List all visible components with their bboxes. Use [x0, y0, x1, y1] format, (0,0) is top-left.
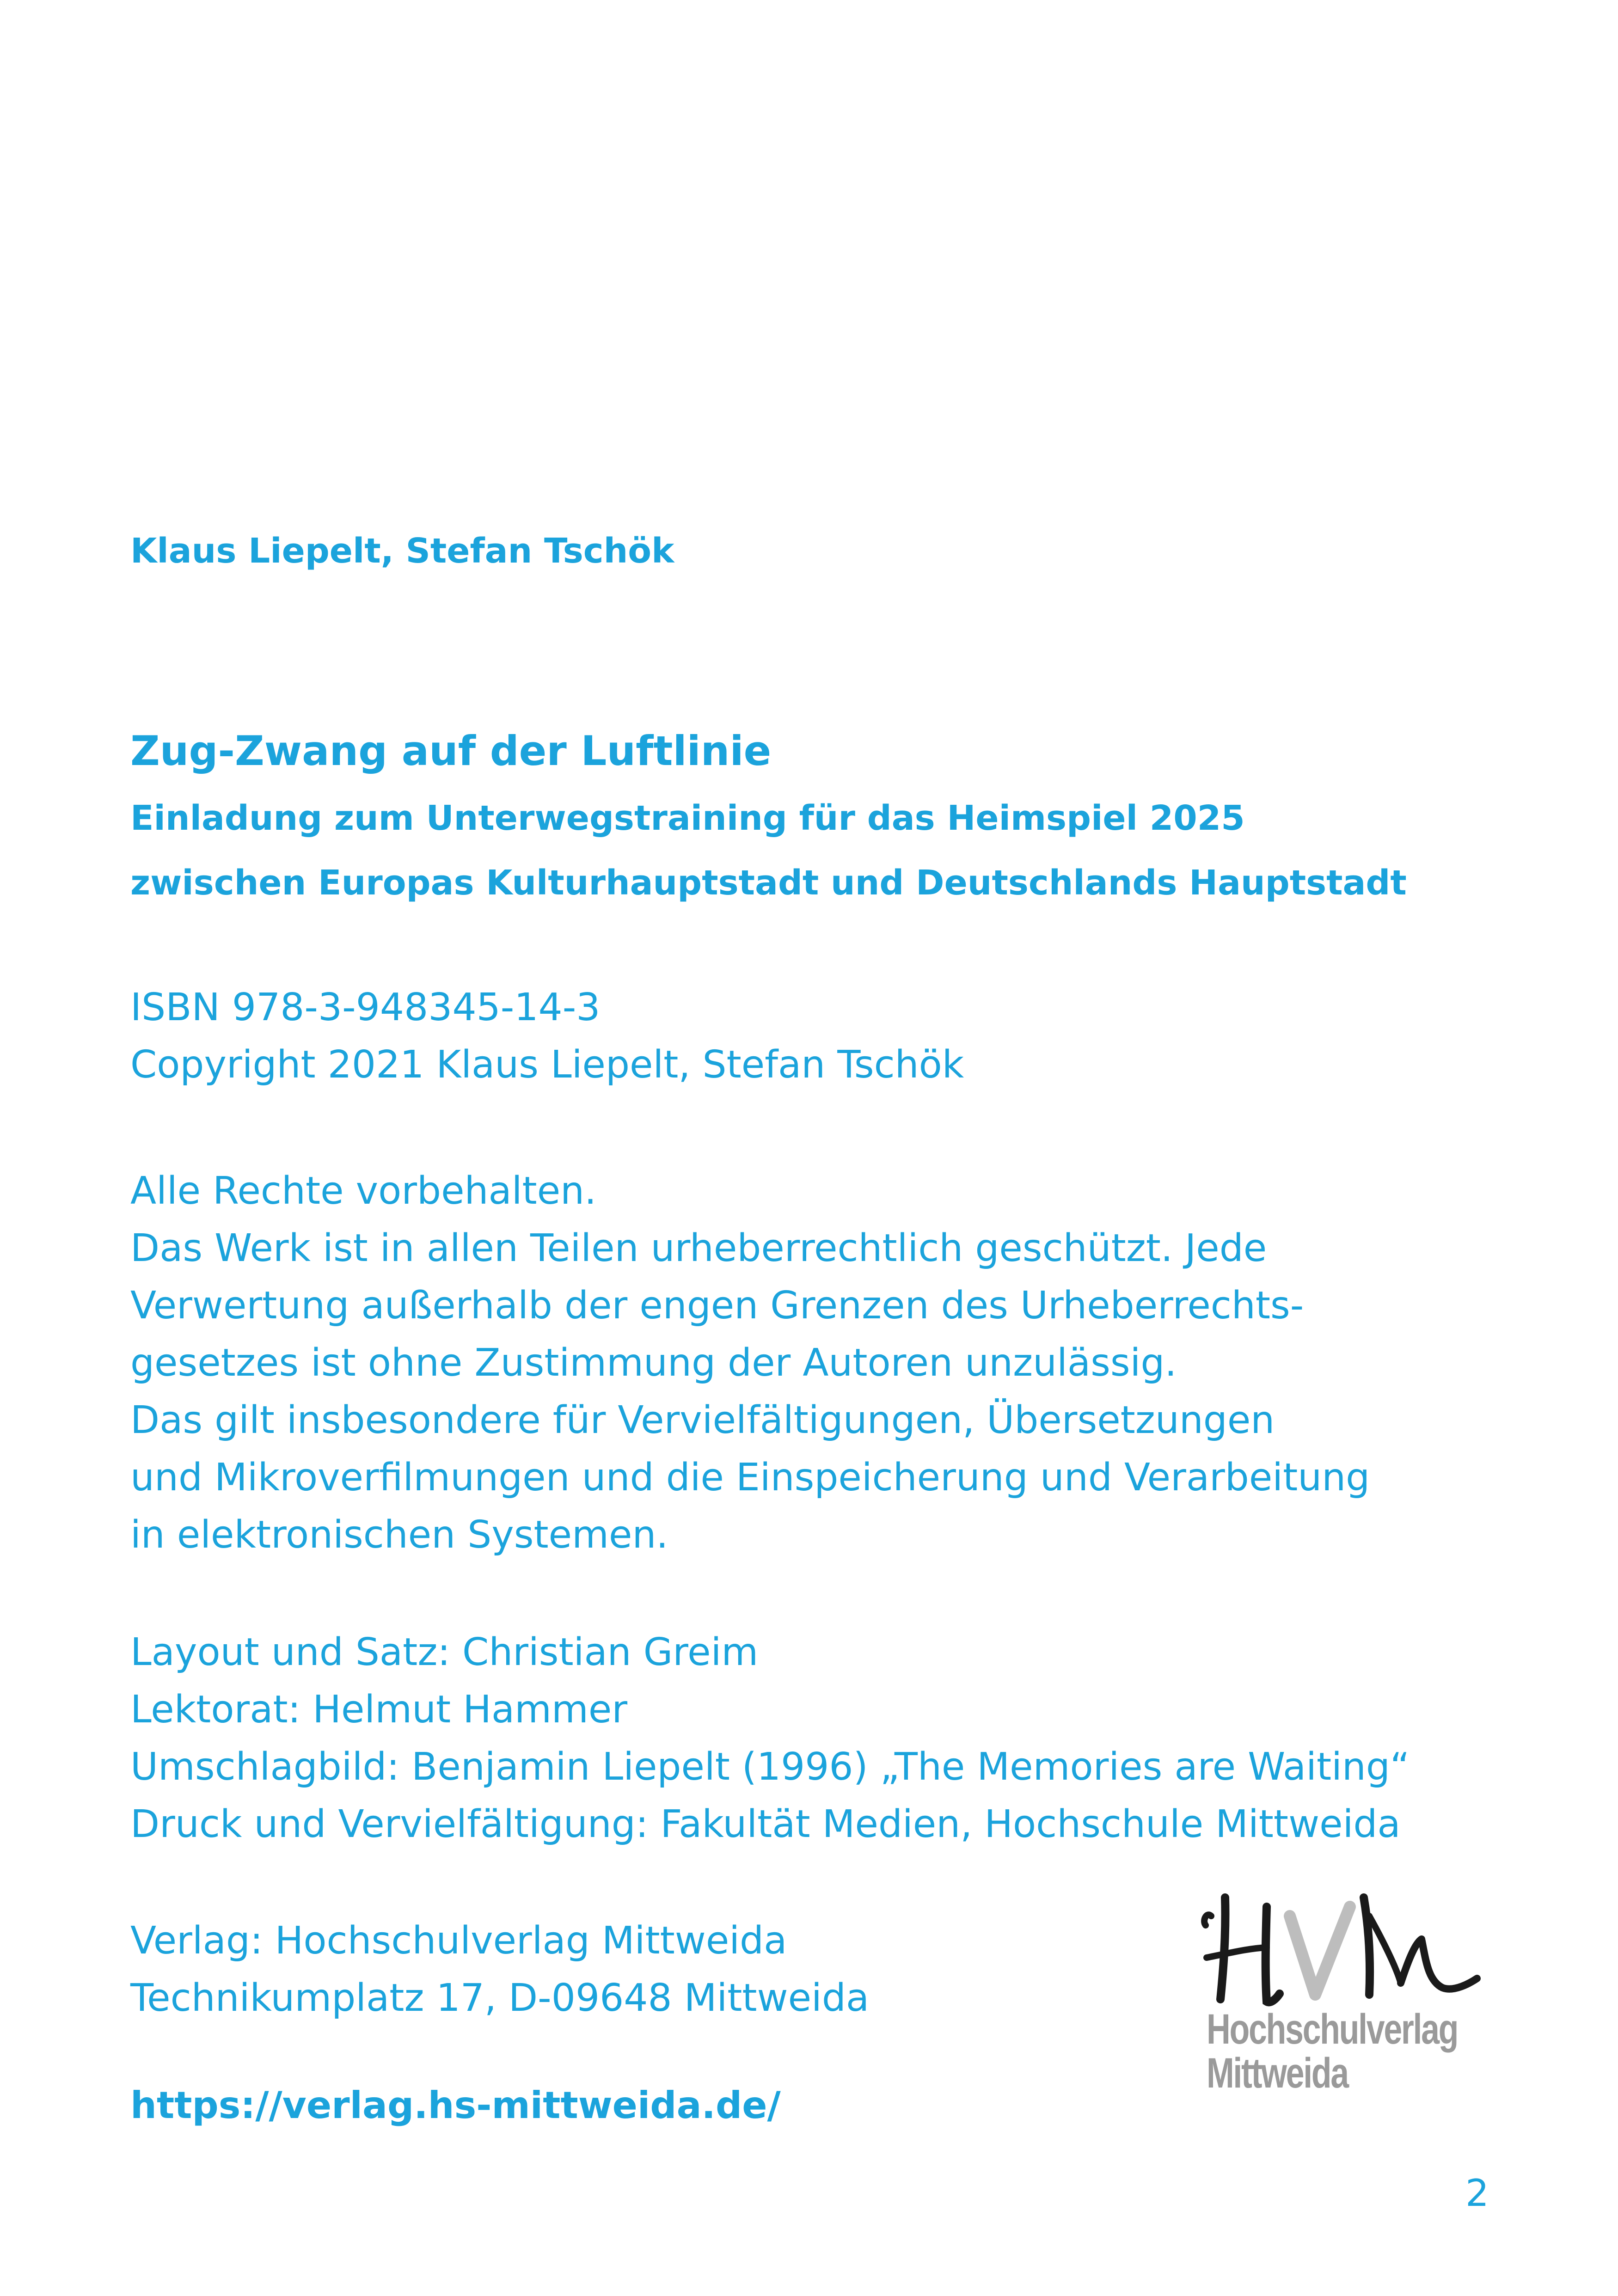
- author-line: [130, 528, 674, 574]
- copyright: Copyright 2021 Klaus Liepelt, Stefan Tschök: [130, 1043, 964, 1087]
- rights-line: Das gilt insbesondere für Vervielfältigungen, Übersetzungen: [130, 1398, 1275, 1442]
- hvm-monogram-icon: [1197, 1888, 1484, 2008]
- credit-line: Umschlagbild: Benjamin Liepelt (1996) „The Memories are Waiting“: [130, 1745, 1410, 1789]
- book-title: [130, 726, 771, 777]
- rights-line: Alle Rechte vorbehalten.: [130, 1169, 597, 1213]
- credit-line: Layout und Satz: Christian Greim: [130, 1630, 759, 1674]
- authors-text: Klaus Liepelt, Stefan Tschök: [130, 531, 674, 571]
- rights-notice: [130, 1163, 1370, 1564]
- rights-line: Verwertung außerhalb der engen Grenzen des Urheberrechts-: [130, 1284, 1304, 1328]
- publisher-logo: [1197, 1888, 1484, 2110]
- rights-line: Das Werk ist in allen Teilen urheberrechtlich geschützt. Jede: [130, 1226, 1267, 1270]
- publisher-address: Technikumplatz 17, D-09648 Mittweida: [130, 1976, 870, 2020]
- credits: [130, 1624, 1410, 1853]
- publication-meta: [130, 979, 964, 1094]
- subtitle-line: Einladung zum Unterwegstraining für das Heimspiel 2025: [130, 798, 1245, 838]
- credit-line: Lektorat: Helmut Hammer: [130, 1688, 628, 1732]
- rights-line: und Mikroverfilmungen und die Einspeicherung und Verarbeitung: [130, 1456, 1370, 1500]
- logo-text-line: Mittweida: [1207, 2050, 1348, 2097]
- publisher-info: [130, 1912, 869, 2027]
- rights-line: gesetzes ist ohne Zustimmung der Autoren unzulässig.: [130, 1341, 1177, 1385]
- page-number: 2: [1465, 2172, 1489, 2215]
- publisher-url-link[interactable]: https://verlag.hs-mittweida.de/: [130, 2084, 781, 2127]
- isbn: ISBN 978-3-948345-14-3: [130, 986, 601, 1029]
- logo-text-line: Hochschulverlag: [1207, 2006, 1458, 2053]
- rights-line: in elektronischen Systemen.: [130, 1513, 668, 1557]
- subtitle-line: zwischen Europas Kulturhauptstadt und Deutschlands Hauptstadt: [130, 863, 1407, 903]
- credit-line: Druck und Vervielfältigung: Fakultät Medien, Hochschule Mittweida: [130, 1802, 1401, 1846]
- publisher-url: [130, 2080, 781, 2131]
- book-title-text: Zug-Zwang auf der Luftlinie: [130, 727, 772, 775]
- publisher-name: Verlag: Hochschulverlag Mittweida: [130, 1919, 787, 1963]
- book-subtitle: [130, 786, 1407, 915]
